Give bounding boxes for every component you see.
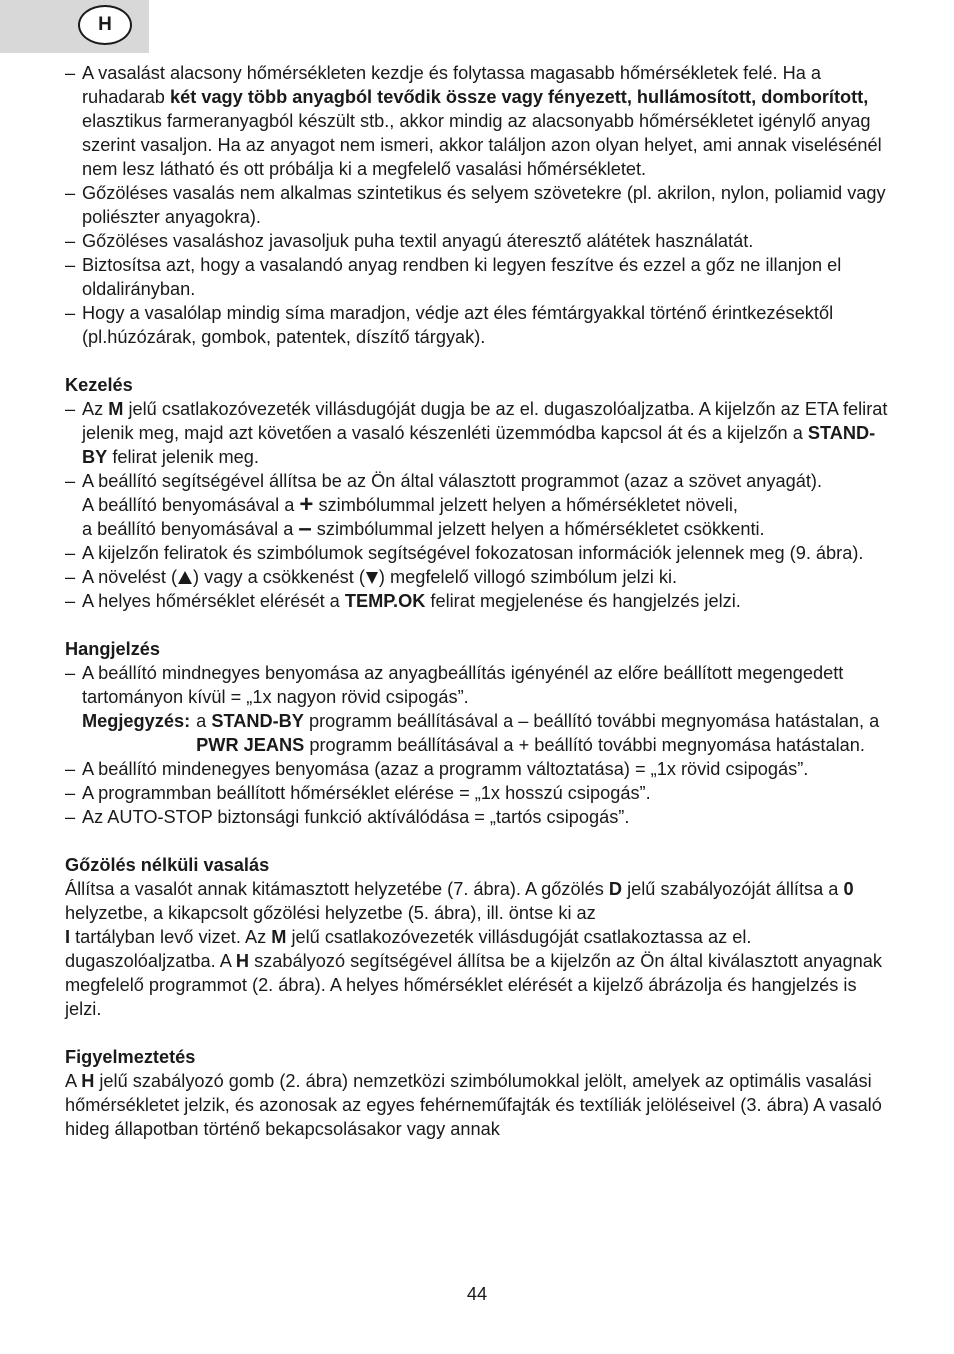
dash-bullet: – <box>65 663 76 683</box>
dash-bullet: – <box>65 303 76 323</box>
dash-bullet: – <box>65 807 76 827</box>
triangle-up-icon <box>178 571 192 584</box>
dash-bullet: – <box>65 471 76 491</box>
triangle-down-icon <box>366 572 378 584</box>
dash-bullet: – <box>65 63 76 83</box>
dash-bullet: – <box>65 543 76 563</box>
dash-bullet: – <box>65 591 76 611</box>
dash-bullet: – <box>65 759 76 779</box>
list-item: – Az AUTO-STOP biztonsági funkció aktíválódása = „tartós csipogás”. <box>65 807 630 827</box>
list-item: – A beállító mindnegyes benyomása az anyagbeállítás igényénél az előre beállított megengedett tartományon kívül = „1x nagyon rövid csipogás”. <box>65 663 844 707</box>
section-title-figyelmeztetes: Figyelmeztetés <box>65 1047 196 1067</box>
list-item: – A programmban beállított hőmérséklet elérése = „1x hosszú csipogás”. <box>65 783 651 803</box>
list-item: – A vasalást alacsony hőmérsékleten kezdje és folytassa magasabb hőmérsékletek felé. Ha a ruhadarab két vagy több anyagból tevődik össze vagy fényezett, hullámosított, domborított, elasztikus farmeranyagból készült stb., akkor mindig az alacsonyabb hőmérsékletet igénylő anyag szerint vasaljon. Ha az anyagot nem ismeri, akkor találjon azon olyan helyet, ami annak viselésénél nem lesz látható és ott próbálja ki a megfelelő vasalási hőmérsékletet. <box>65 63 882 179</box>
minus-icon: – <box>298 515 312 542</box>
section-title-gozoles: Gőzölés nélküli vasalás <box>65 855 270 875</box>
hangjelzes-list <box>65 661 895 709</box>
plus-icon: + <box>299 491 314 518</box>
dash-bullet: – <box>65 399 76 419</box>
section-title-kezeles: Kezelés <box>65 375 133 395</box>
list-item: – Hogy a vasalólap mindig síma maradjon, védje azt éles fémtárgyakkal történő érintkezésektől (pl.húzózárak, gombok, patentek, díszítő tárgyak). <box>65 303 834 347</box>
dash-bullet: – <box>65 255 76 275</box>
page-number: 44 <box>466 1284 488 1304</box>
list-item: – Az M jelű csatlakozóvezeték villásdugóját dugja be az el. dugaszolóaljzatba. A kijelzőn az ETA felirat jelenik meg, majd azt követően a vasaló készenléti üzemmódba kapcsol át és a kijelzőn a STAND-BY felirat jelenik meg. <box>65 399 888 467</box>
list-item: – A növelést ( ) vagy a csökkenést ( ) megfelelő villogó szimbólum jelzi ki. <box>65 567 678 587</box>
gozoles-paragraph: Állítsa a vasalót annak kitámasztott helyzetébe (7. ábra). A gőzölés D jelű szabályozóját állítsa a 0 helyzetbe, a kikapcsolt gőzölési helyzetbe (5. ábra), ill. öntse ki az I tartályban levő vizet. Az M jelű csatlakozóvezeték villásdugóját csatlakoztassa az el. dugaszolóaljzatba. A H szabályozó segítségével állítsa be a kijelzőn az Ön által kiválasztott anyagnak megfelelő programmot (2. ábra). A helyes hőmérséklet elérését a kijelző ábrázolja és hangjelzés is jelzi. <box>65 879 882 1019</box>
note-text: a STAND-BY programm beállításával a – beállító további megnyomása hatástalan, a PWR JEANS programm beállításával a + beállító további megnyomása hatástalan. <box>196 711 880 755</box>
list-item: – A kijelzőn feliratok és szimbólumok segítségével fokozatosan információk jelennek meg (9. ábra). <box>65 543 864 563</box>
list-item: – Gőzöléses vasaláshoz javasoljuk puha textil anyagú áteresztő alátétek használatát. <box>65 231 754 251</box>
note-block <box>65 709 895 757</box>
list-item: – A helyes hőmérséklet elérését a TEMP.OK felirat megjelenése és hangjelzés jelzi. <box>65 591 741 611</box>
note-label: Megjegyzés: <box>82 711 191 731</box>
dash-bullet: – <box>65 783 76 803</box>
page-content <box>65 61 895 1141</box>
intro-list <box>65 61 895 349</box>
list-item: – Biztosítsa azt, hogy a vasalandó anyag rendben ki legyen feszítve és ezzel a gőz ne illanjon el oldalirányban. <box>65 255 842 299</box>
dash-bullet: – <box>65 567 76 587</box>
dash-bullet: – <box>65 231 76 251</box>
hangjelzes-list-2 <box>65 757 895 829</box>
dash-bullet: – <box>65 183 76 203</box>
kezeles-list <box>65 397 895 613</box>
list-item: – A beállító mindenegyes benyomása (azaz a programm változtatása) = „1x rövid csipogás”. <box>65 759 809 779</box>
section-title-hangjelzes: Hangjelzés <box>65 639 161 659</box>
figyelmeztetes-paragraph: A H jelű szabályozó gomb (2. ábra) nemzetközi szimbólumokkal jelölt, amelyek az optimális vasalási hőmérsékletet jelzik, és azonosak az egyes fehérneműfajták és textíliák jelöléseivel (3. ábra) A vasaló hideg állapotban történő bekapcsolásakor vagy annak <box>65 1071 882 1139</box>
list-item: – A beállító segítségével állítsa be az Ön által választott programmot (azaz a szövet anyagát). A beállító benyomásával a + szimbólummal jelzett helyen a hőmérsékletet növeli, a beállító benyomásával a – szimbólummal jelzett helyen a hőmérsékletet csökkenti. <box>65 471 823 542</box>
language-badge: H <box>78 5 132 45</box>
list-item: – Gőzöléses vasalás nem alkalmas szintetikus és selyem szövetekre (pl. akrilon, nylon, poliamid vagy poliészter anyagokra). <box>65 183 886 227</box>
language-tab <box>0 0 149 53</box>
